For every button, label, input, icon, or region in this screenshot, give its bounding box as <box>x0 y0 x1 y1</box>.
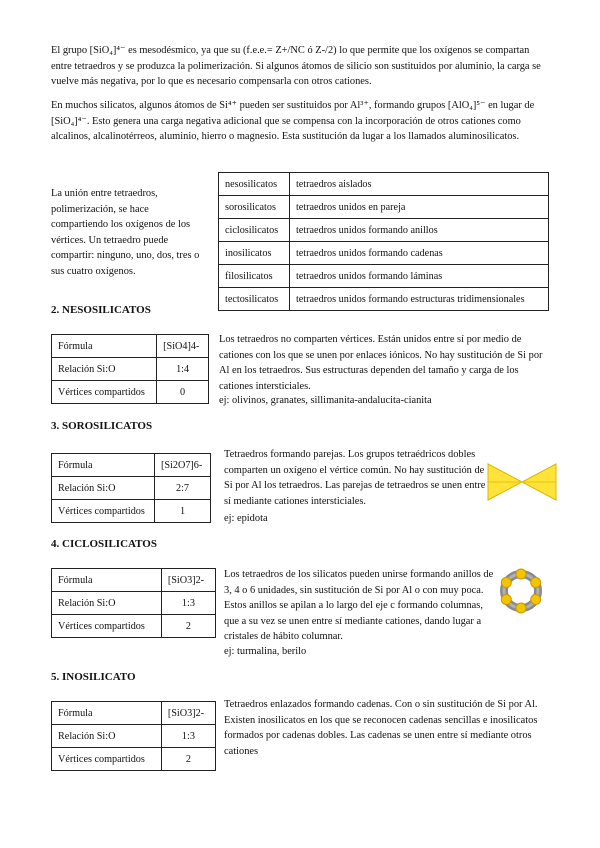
inosilicato-heading: 5. INOSILICATO <box>51 671 136 683</box>
formula-value: [SiO3]2- <box>161 569 215 592</box>
class-desc: tetraedros unidos formando cadenas <box>289 242 548 265</box>
vertices-label: Vértices compartidos <box>52 381 157 404</box>
ciclosilicatos-text: Los tetraedros de los silicatos pueden unirse formando anillos de 3, 4 o 6 unidades, sin sustitución de Si por Al o con muy poca. Estos anillos se apilan a lo largo del eje c formando columnas, que a su vez se unen entre sí mediante cationes, dando lugar a cristales de hábito columnar. <box>224 569 494 642</box>
ratio-label: Relación Si:O <box>52 592 162 615</box>
formula-value: [Si2O7]6- <box>154 454 210 477</box>
formula-label: Fórmula <box>52 335 157 358</box>
inosilicato-text: Tetraedros enlazados formando cadenas. Con o sin sustitución de Si por Al. Existen inosilicatos en los que se reconocen cadenas sencillas e inosilicatos formados por cadenas dobles. Las cadenas se unen entre sí mediante otros cationes <box>224 699 538 757</box>
ratio-label: Relación Si:O <box>52 358 157 381</box>
vertices-label: Vértices compartidos <box>52 500 155 523</box>
ciclosilicatos-table <box>51 568 216 638</box>
vertices-value: 0 <box>157 381 209 404</box>
class-desc: tetraedros unidos formando láminas <box>289 265 548 288</box>
ratio-value: 1:4 <box>157 358 209 381</box>
vertices-value: 2 <box>161 748 215 771</box>
intro-paragraph-1: El grupo [SiO₄]⁴⁻ es mesodésmico, ya que su (f.e.e.= Z+/NC ó Z-/2) lo que permite que los oxígenos se compartan entre tetraedros y se produzca la polimerización. Si algunos átomos de silicio son sustituidos por aluminio, la carga se vuelve más negativa, por lo que es necesario compensarla con otros cationes. <box>51 45 541 87</box>
ciclosilicatos-heading: 4. CICLOSILICATOS <box>51 538 157 550</box>
six-ring-illustration <box>496 566 546 616</box>
ratio-label: Relación Si:O <box>52 477 155 500</box>
class-desc: tetraedros unidos formando anillos <box>289 219 548 242</box>
nesosilicatos-heading: 2. NESOSILICATOS <box>51 304 151 316</box>
ratio-label: Relación Si:O <box>52 725 162 748</box>
class-name: sorosilicatos <box>219 196 290 219</box>
table-row <box>219 288 549 311</box>
nesosilicatos-table <box>51 334 209 404</box>
class-name: inosilicatos <box>219 242 290 265</box>
vertices-label: Vértices compartidos <box>52 748 162 771</box>
intro-paragraph-2: En muchos silicatos, algunos átomos de Si⁴⁺ pueden ser sustituidos por Al³⁺, formando grupos [AlO₄]⁵⁻ en lugar de [SiO₄]⁴⁻. Esto genera una carga negativa adicional que se compensa con la incorporación de otros cationes como alcalinos, alcalinotérreos, aluminio, hierro o magnesio. Esta sustitución da lugar a los llamados aluminosilicatos. <box>51 100 535 142</box>
vertices-label: Vértices compartidos <box>52 615 162 638</box>
formula-value: [SiO4]4- <box>157 335 209 358</box>
class-name: filosilicatos <box>219 265 290 288</box>
formula-label: Fórmula <box>52 454 155 477</box>
vertices-value: 2 <box>161 615 215 638</box>
class-name: ciclosilicatos <box>219 219 290 242</box>
class-desc: tetraedros unidos formando estructuras tridimensionales <box>289 288 548 311</box>
silicate-classification-table <box>218 172 549 311</box>
sorosilicatos-heading: 3. SOROSILICATOS <box>51 420 153 432</box>
sorosilicatos-example: ej: epidota <box>224 513 268 524</box>
ratio-value: 1:3 <box>161 592 215 615</box>
sorosilicatos-text: Tetraedros formando parejas. Los grupos tetraédricos dobles comparten un oxígeno el vértice común. No hay sustitución de Si por Al los tetraedros. Las parejas de tetraedros se unen entre sí mediante cationes intersticiales. <box>224 449 486 507</box>
nesosilicatos-text: Los tetraedros no comparten vértices. Están unidos entre sí por medio de cationes con los que se unen por enlaces iónicos. No hay sustitución de Si por Al en los tetraedros. Sus estructuras dependen del tamaño y carga de los cationes intersticiales. <box>219 334 543 392</box>
class-name: nesosilicatos <box>219 173 290 196</box>
ratio-value: 2:7 <box>154 477 210 500</box>
table-row <box>219 242 549 265</box>
formula-value: [SiO3]2- <box>161 702 215 725</box>
sorosilicatos-table <box>51 453 211 523</box>
ratio-value: 1:3 <box>161 725 215 748</box>
ciclosilicatos-example: ej: turmalina, berilo <box>224 646 307 657</box>
polymerization-paragraph: La unión entre tetraedros, polimerización, se hace compartiendo los oxígenos de los vértices. Un tetraedro puede compartir: ninguno, uno, dos, tres o sus cuatro oxígenos. <box>51 188 200 277</box>
vertices-value: 1 <box>154 500 210 523</box>
table-row <box>219 173 549 196</box>
nesosilicatos-example: ej: olivinos, granates, sillimanita-andalucita-cianita <box>219 395 432 406</box>
table-row <box>219 196 549 219</box>
formula-label: Fórmula <box>52 569 162 592</box>
class-desc: tetraedros aislados <box>289 173 548 196</box>
table-row <box>219 219 549 242</box>
table-row <box>219 265 549 288</box>
tetrahedra-pair-illustration <box>486 460 558 504</box>
class-desc: tetraedros unidos en pareja <box>289 196 548 219</box>
formula-label: Fórmula <box>52 702 162 725</box>
inosilicato-table <box>51 701 216 771</box>
class-name: tectosilicatos <box>219 288 290 311</box>
